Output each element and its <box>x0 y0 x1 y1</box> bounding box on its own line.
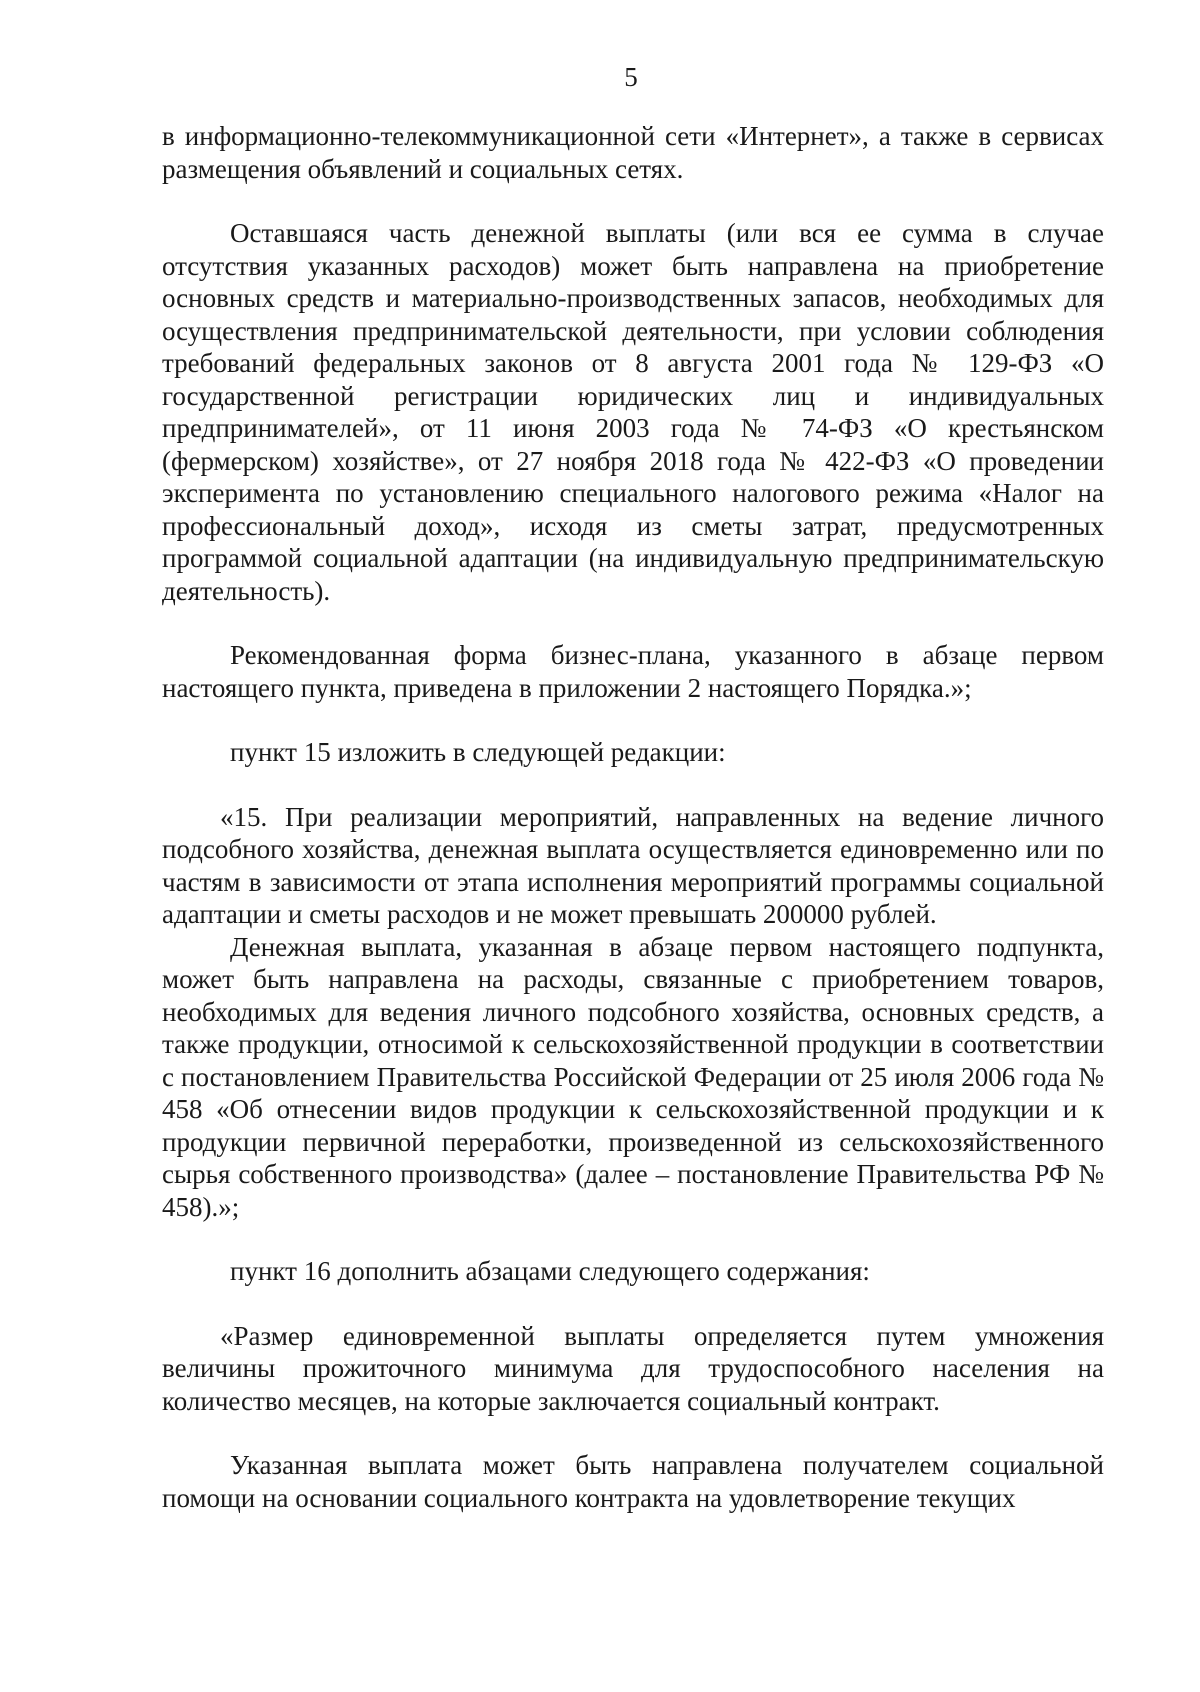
paragraph-item-15: «15. При реализации мероприятий, направленных на ведение личного подсобного хозяйства, денежная выплата осуществляется единовременно или по частям в зависимости от этапа исполнения мероприятий программы социальной адаптации и сметы расходов и не может превышать 200000 рублей. <box>162 801 1104 929</box>
paragraph-business-plan: Рекомендованная форма бизнес-плана, указанного в абзаце первом настоящего пункта, приведена в приложении 2 настоящего Порядка.»; <box>162 640 1104 703</box>
page-number: 5 <box>624 62 638 92</box>
paragraph-remaining-payment: Оставшаяся часть денежной выплаты (или вся ее сумма в случае отсутствия указанных расходов) может быть направлена на приобретение основных средств и материально-производственных запасов, необходимых для осуществления предпринимательской деятельности, при условии соблюдения требований федеральных законов от 8 августа 2001 года № 129-ФЗ «О государственной регистрации юридических лиц и индивидуальных предпринимателей», от 11 июня 2003 года № 74-ФЗ «О крестьянском (фермерском) хозяйстве», от 27 ноября 2018 года № 422-ФЗ «О проведении эксперимента по установлению специального налогового режима «Налог на профессиональный доход», исходя из сметы затрат, предусмотренных программой социальной адаптации (на индивидуальную предпринимательскую деятельность). <box>162 218 1104 606</box>
paragraph-item-15-intro: пункт 15 изложить в следующей редакции: <box>230 737 726 767</box>
paragraph-payment-direction: Указанная выплата может быть направлена получателем социальной помощи на основании социального контракта на удовлетворение текущих <box>162 1450 1104 1513</box>
paragraph-payment-expenses: Денежная выплата, указанная в абзаце первом настоящего подпункта, может быть направлена на расходы, связанные с приобретением товаров, необходимых для ведения личного подсобного хозяйства, основных средств, а также продукции, относимой к сельскохозяйственной продукции в соответствии с постановлением Правительства Российской Федерации от 25 июля 2006 года № 458 «Об отнесении видов продукции к сельскохозяйственной продукции и к продукции первичной переработки, произведенной из сельскохозяйственного сырья собственного производства» (далее – постановление Правительства РФ № 458).»; <box>162 931 1104 1222</box>
paragraph-item-16-intro: пункт 16 дополнить абзацами следующего содержания: <box>230 1256 870 1286</box>
paragraph-lump-sum: «Размер единовременной выплаты определяется путем умножения величины прожиточного минимума для трудоспособного населения на количество месяцев, на которые заключается социальный контракт. <box>162 1320 1104 1416</box>
paragraph-continuation: в информационно-телекоммуникационной сети «Интернет», а также в сервисах размещения объявлений и социальных сетях. <box>162 121 1104 184</box>
document-body <box>162 120 1104 1514</box>
